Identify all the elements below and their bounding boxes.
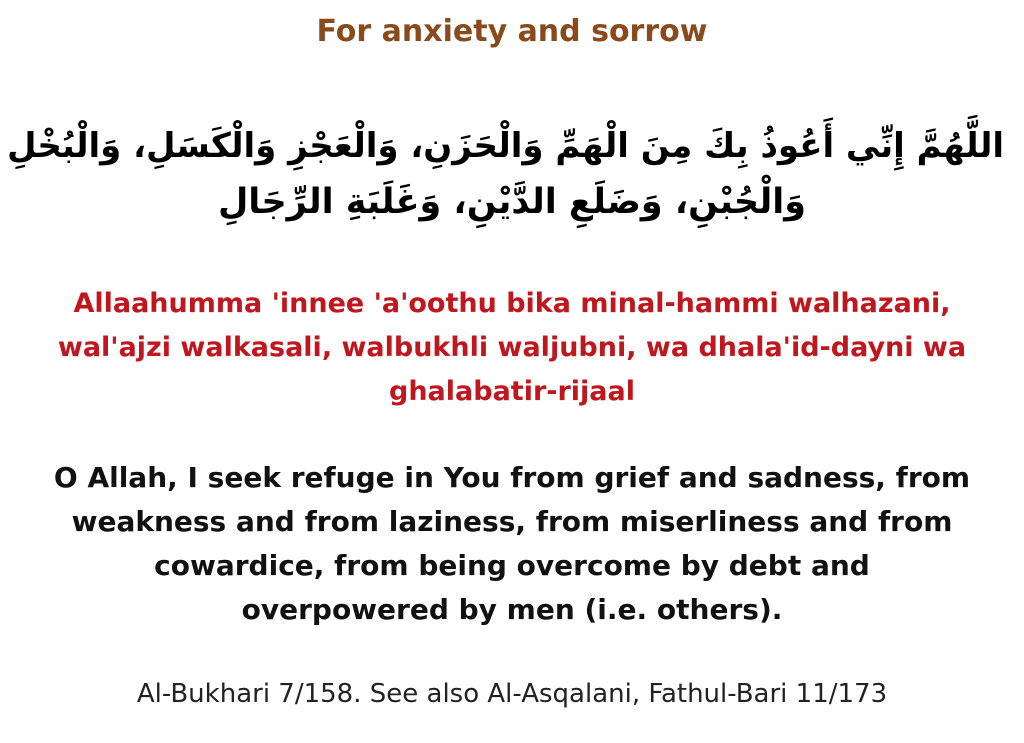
transliteration-line: ghalabatir-rijaal bbox=[389, 376, 635, 407]
translation-line: weakness and from laziness, from miserliness and from bbox=[71, 505, 953, 538]
translation-line: overpowered by men (i.e. others). bbox=[241, 593, 783, 626]
arabic-line: وَالْجُبْنِ، وَضَلَعِ الدَّيْنِ، وَغَلَبَةِ الرِّجَالِ bbox=[217, 182, 807, 222]
transliteration-line: Allaahumma 'innee 'a'oothu bika minal-hammi walhazani, bbox=[73, 288, 951, 319]
dua-title: For anxiety and sorrow bbox=[316, 14, 708, 49]
translation-line: cowardice, from being overcome by debt and bbox=[154, 549, 870, 582]
arabic-text bbox=[6, 118, 1004, 230]
translation-text bbox=[0, 456, 1024, 632]
source-reference: Al-Bukhari 7/158. See also Al-Asqalani, Fathul-Bari 11/173 bbox=[136, 679, 888, 709]
translation-line: O Allah, I seek refuge in You from grief and sadness, from bbox=[53, 461, 971, 494]
transliteration-text bbox=[0, 282, 1024, 414]
transliteration-line: wal'ajzi walkasali, walbukhli waljubni, wa dhala'id-dayni wa bbox=[57, 332, 967, 363]
arabic-line: اللَّهُمَّ إِنِّي أَعُوذُ بِكَ مِنَ الْهَمِّ وَالْحَزَنِ، وَالْعَجْزِ وَالْكَسَلِ، وَالْبُخْلِ bbox=[6, 126, 1004, 166]
